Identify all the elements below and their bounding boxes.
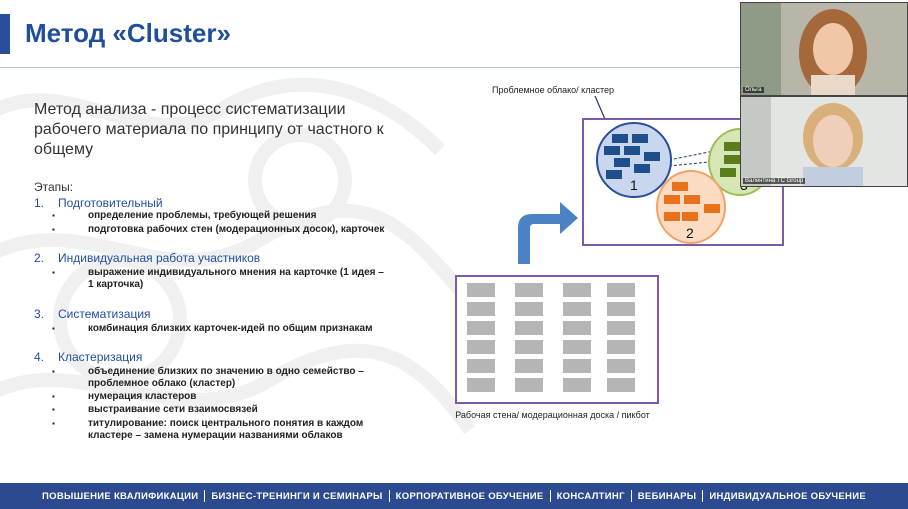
- cluster-2-number: 2: [686, 225, 694, 241]
- board-card: [467, 283, 495, 297]
- footer-item-webinars[interactable]: ВЕБИНАРЫ: [637, 490, 697, 502]
- board-card: [467, 359, 495, 373]
- board-card: [563, 340, 591, 354]
- board-card: [607, 321, 635, 335]
- footer-item-corporate[interactable]: КОРПОРАТИВНОЕ ОБУЧЕНИЕ: [395, 490, 544, 502]
- stage-4-bullet-4: ▪ титулирование: поиск центрального понятия в каждом кластере – замена нумерации названиями облаков: [66, 418, 376, 442]
- footer-item-individual[interactable]: ИНДИВИДУАЛЬНОЕ ОБУЧЕНИЕ: [709, 490, 866, 502]
- intro-text: Метод анализа - процесс систематизации рабочего материала по принципу от частного к общему: [34, 101, 384, 158]
- board-card: [467, 378, 495, 392]
- cluster-1-number: 1: [630, 177, 638, 193]
- video-tile-participant-2[interactable]: [740, 96, 908, 187]
- stage-4-title: 4. Кластеризация: [34, 350, 143, 364]
- stage-1-bullet-1: ▪ определение проблемы, требующей решения: [66, 210, 406, 222]
- participant-1-name: Ольга: [745, 87, 762, 93]
- stage-4-bullet-1: ▪ объединение близких по значению в одно семейство – проблемное облако (кластер): [66, 366, 376, 390]
- board-card: [563, 321, 591, 335]
- title-divider: [0, 67, 740, 68]
- footer-item-consulting[interactable]: КОНСАЛТИНГ: [556, 490, 625, 502]
- stages-label: Этапы:: [34, 180, 74, 194]
- stage-2-bullet-1: ▪ выражение индивидуального мнения на карточке (1 идея – 1 карточка): [66, 267, 384, 291]
- board-card: [607, 340, 635, 354]
- board-card: [515, 340, 543, 354]
- footer-item-trainings[interactable]: БИЗНЕС-ТРЕНИНГИ И СЕМИНАРЫ: [211, 490, 383, 502]
- board-card: [515, 321, 543, 335]
- footer-bar: [0, 483, 908, 509]
- board-card: [467, 302, 495, 316]
- slide-title: Метод «Cluster»: [25, 18, 231, 48]
- board-card: [563, 378, 591, 392]
- board-card: [607, 302, 635, 316]
- stage-3-bullet-1: ▪ комбинация близких карточек-идей по общим признакам: [66, 323, 406, 335]
- cluster-label: Проблемное облако/ кластер: [491, 85, 615, 95]
- participant-2-avatar: [741, 97, 907, 186]
- moderation-board: [455, 275, 659, 404]
- board-card: [563, 359, 591, 373]
- board-card: [607, 359, 635, 373]
- title-accent-bar: [0, 14, 10, 54]
- board-card: [607, 378, 635, 392]
- board-card: [467, 321, 495, 335]
- participant-2-name: Валентина TC Group: [745, 178, 804, 184]
- footer-item-qualification[interactable]: ПОВЫШЕНИЕ КВАЛИФИКАЦИИ: [42, 490, 199, 502]
- board-card: [515, 359, 543, 373]
- participant-1-avatar: [741, 3, 907, 95]
- stage-4-bullet-3: ▪ выстраивание сети взаимосвязей: [66, 404, 376, 416]
- board-card: [563, 302, 591, 316]
- board-card: [515, 378, 543, 392]
- stage-1-title: 1. Подготовительный: [34, 196, 163, 210]
- stage-4-bullet-2: ▪ нумерация кластеров: [66, 391, 376, 403]
- board-card: [467, 340, 495, 354]
- board-card: [515, 302, 543, 316]
- stage-1-bullet-2: ▪ подготовка рабочих стен (модерационных досок), карточек: [66, 224, 406, 236]
- board-card: [563, 283, 591, 297]
- bent-arrow-icon: [508, 196, 580, 266]
- board-label: Рабочая стена/ модерационная доска / пикбот: [455, 410, 650, 420]
- board-card: [607, 283, 635, 297]
- stage-2-title: 2. Индивидуальная работа участников: [34, 251, 261, 265]
- stage-3-title: 3. Систематизация: [34, 307, 151, 321]
- video-tile-participant-1[interactable]: [740, 2, 908, 96]
- board-card: [515, 283, 543, 297]
